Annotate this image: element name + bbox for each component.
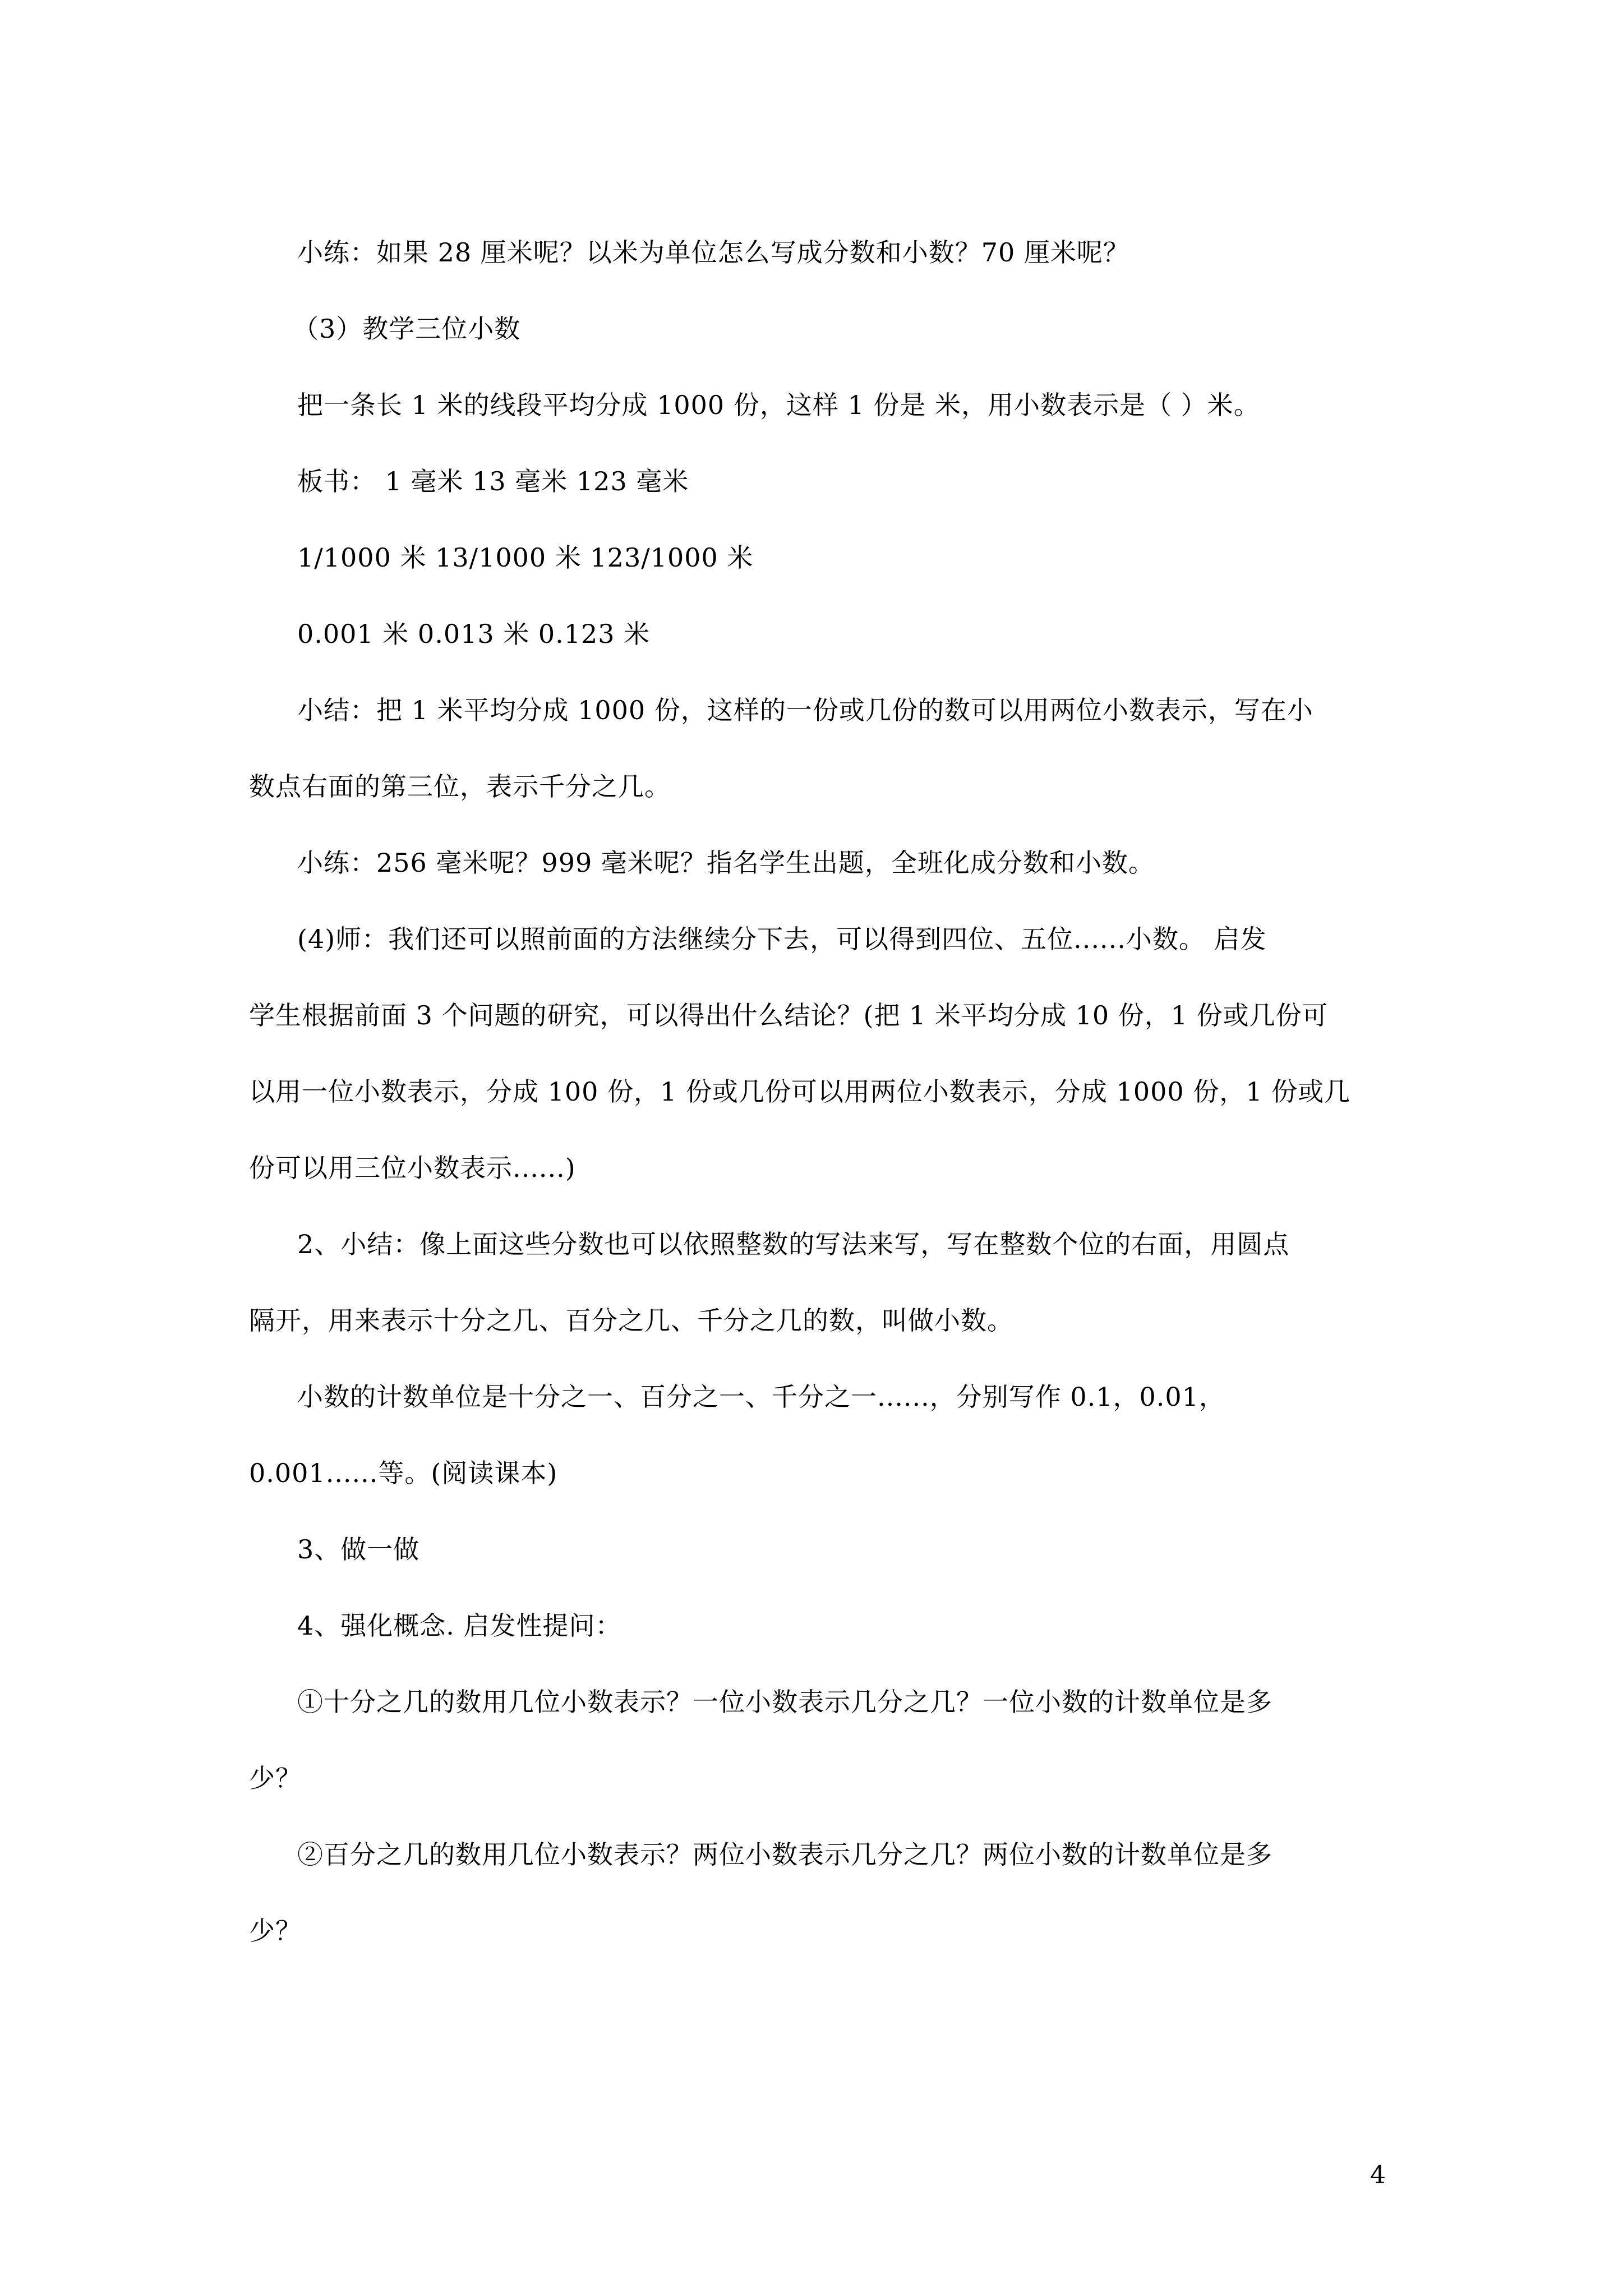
text-line: 0.001......等。(阅读课本) <box>249 1458 558 1488</box>
text-line: 小结：把 1 米平均分成 1000 份，这样的一份或几份的数可以用两位小数表示，写在小 <box>297 695 1313 725</box>
text-line: 2、小结：像上面这些分数也可以依照整数的写法来写，写在整数个位的右面，用圆点 <box>297 1229 1290 1259</box>
text-line: ①十分之几的数用几位小数表示？一位小数表示几分之几？一位小数的计数单位是多 <box>297 1687 1272 1717</box>
text-line: 隔开，用来表示十分之几、百分之几、千分之几的数，叫做小数。 <box>249 1305 1013 1336</box>
text-line: 少？ <box>249 1763 302 1793</box>
text-line: 以用一位小数表示，分成 100 份，1 份或几份可以用两位小数表示，分成 1000 份，1 份或几 <box>249 1076 1351 1107</box>
text-line: 份可以用三位小数表示......) <box>249 1153 576 1183</box>
section-heading: （3）教学三位小数 <box>293 314 521 344</box>
text-line: 数点右面的第三位，表示千分之几。 <box>249 771 671 802</box>
text-line: 1/1000 米 13/1000 米 123/1000 米 <box>297 542 754 573</box>
text-line: 板书： 1 毫米 13 毫米 123 毫米 <box>297 466 689 496</box>
text-line: 把一条长 1 米的线段平均分成 1000 份，这样 1 份是 米，用小数表示是（ ）米。 <box>297 390 1260 420</box>
text-line: 学生根据前面 3 个问题的研究，可以得出什么结论？(把 1 米平均分成 10 份，1 份或几份可 <box>249 1000 1329 1030</box>
page-number: 4 <box>1370 2161 1386 2189</box>
text-line: 4、强化概念. 启发性提问： <box>297 1611 622 1641</box>
text-line: 小数的计数单位是十分之一、百分之一、千分之一......，分别写作 0.1，0.01， <box>297 1382 1225 1412</box>
text-line: ②百分之几的数用几位小数表示？两位小数表示几分之几？两位小数的计数单位是多 <box>297 1839 1272 1870</box>
text-line: 小练：256 毫米呢？999 毫米呢？指名学生出题，全班化成分数和小数。 <box>297 848 1155 878</box>
text-line: (4)师：我们还可以照前面的方法继续分下去，可以得到四位、五位......小数。 启发 <box>297 924 1267 954</box>
text-line: 小练：如果 28 厘米呢？以米为单位怎么写成分数和小数？70 厘米呢？ <box>297 237 1129 268</box>
text-line: 少？ <box>249 1916 302 1946</box>
text-line: 3、做一做 <box>297 1534 420 1565</box>
text-line: 0.001 米 0.013 米 0.123 米 <box>297 619 651 649</box>
